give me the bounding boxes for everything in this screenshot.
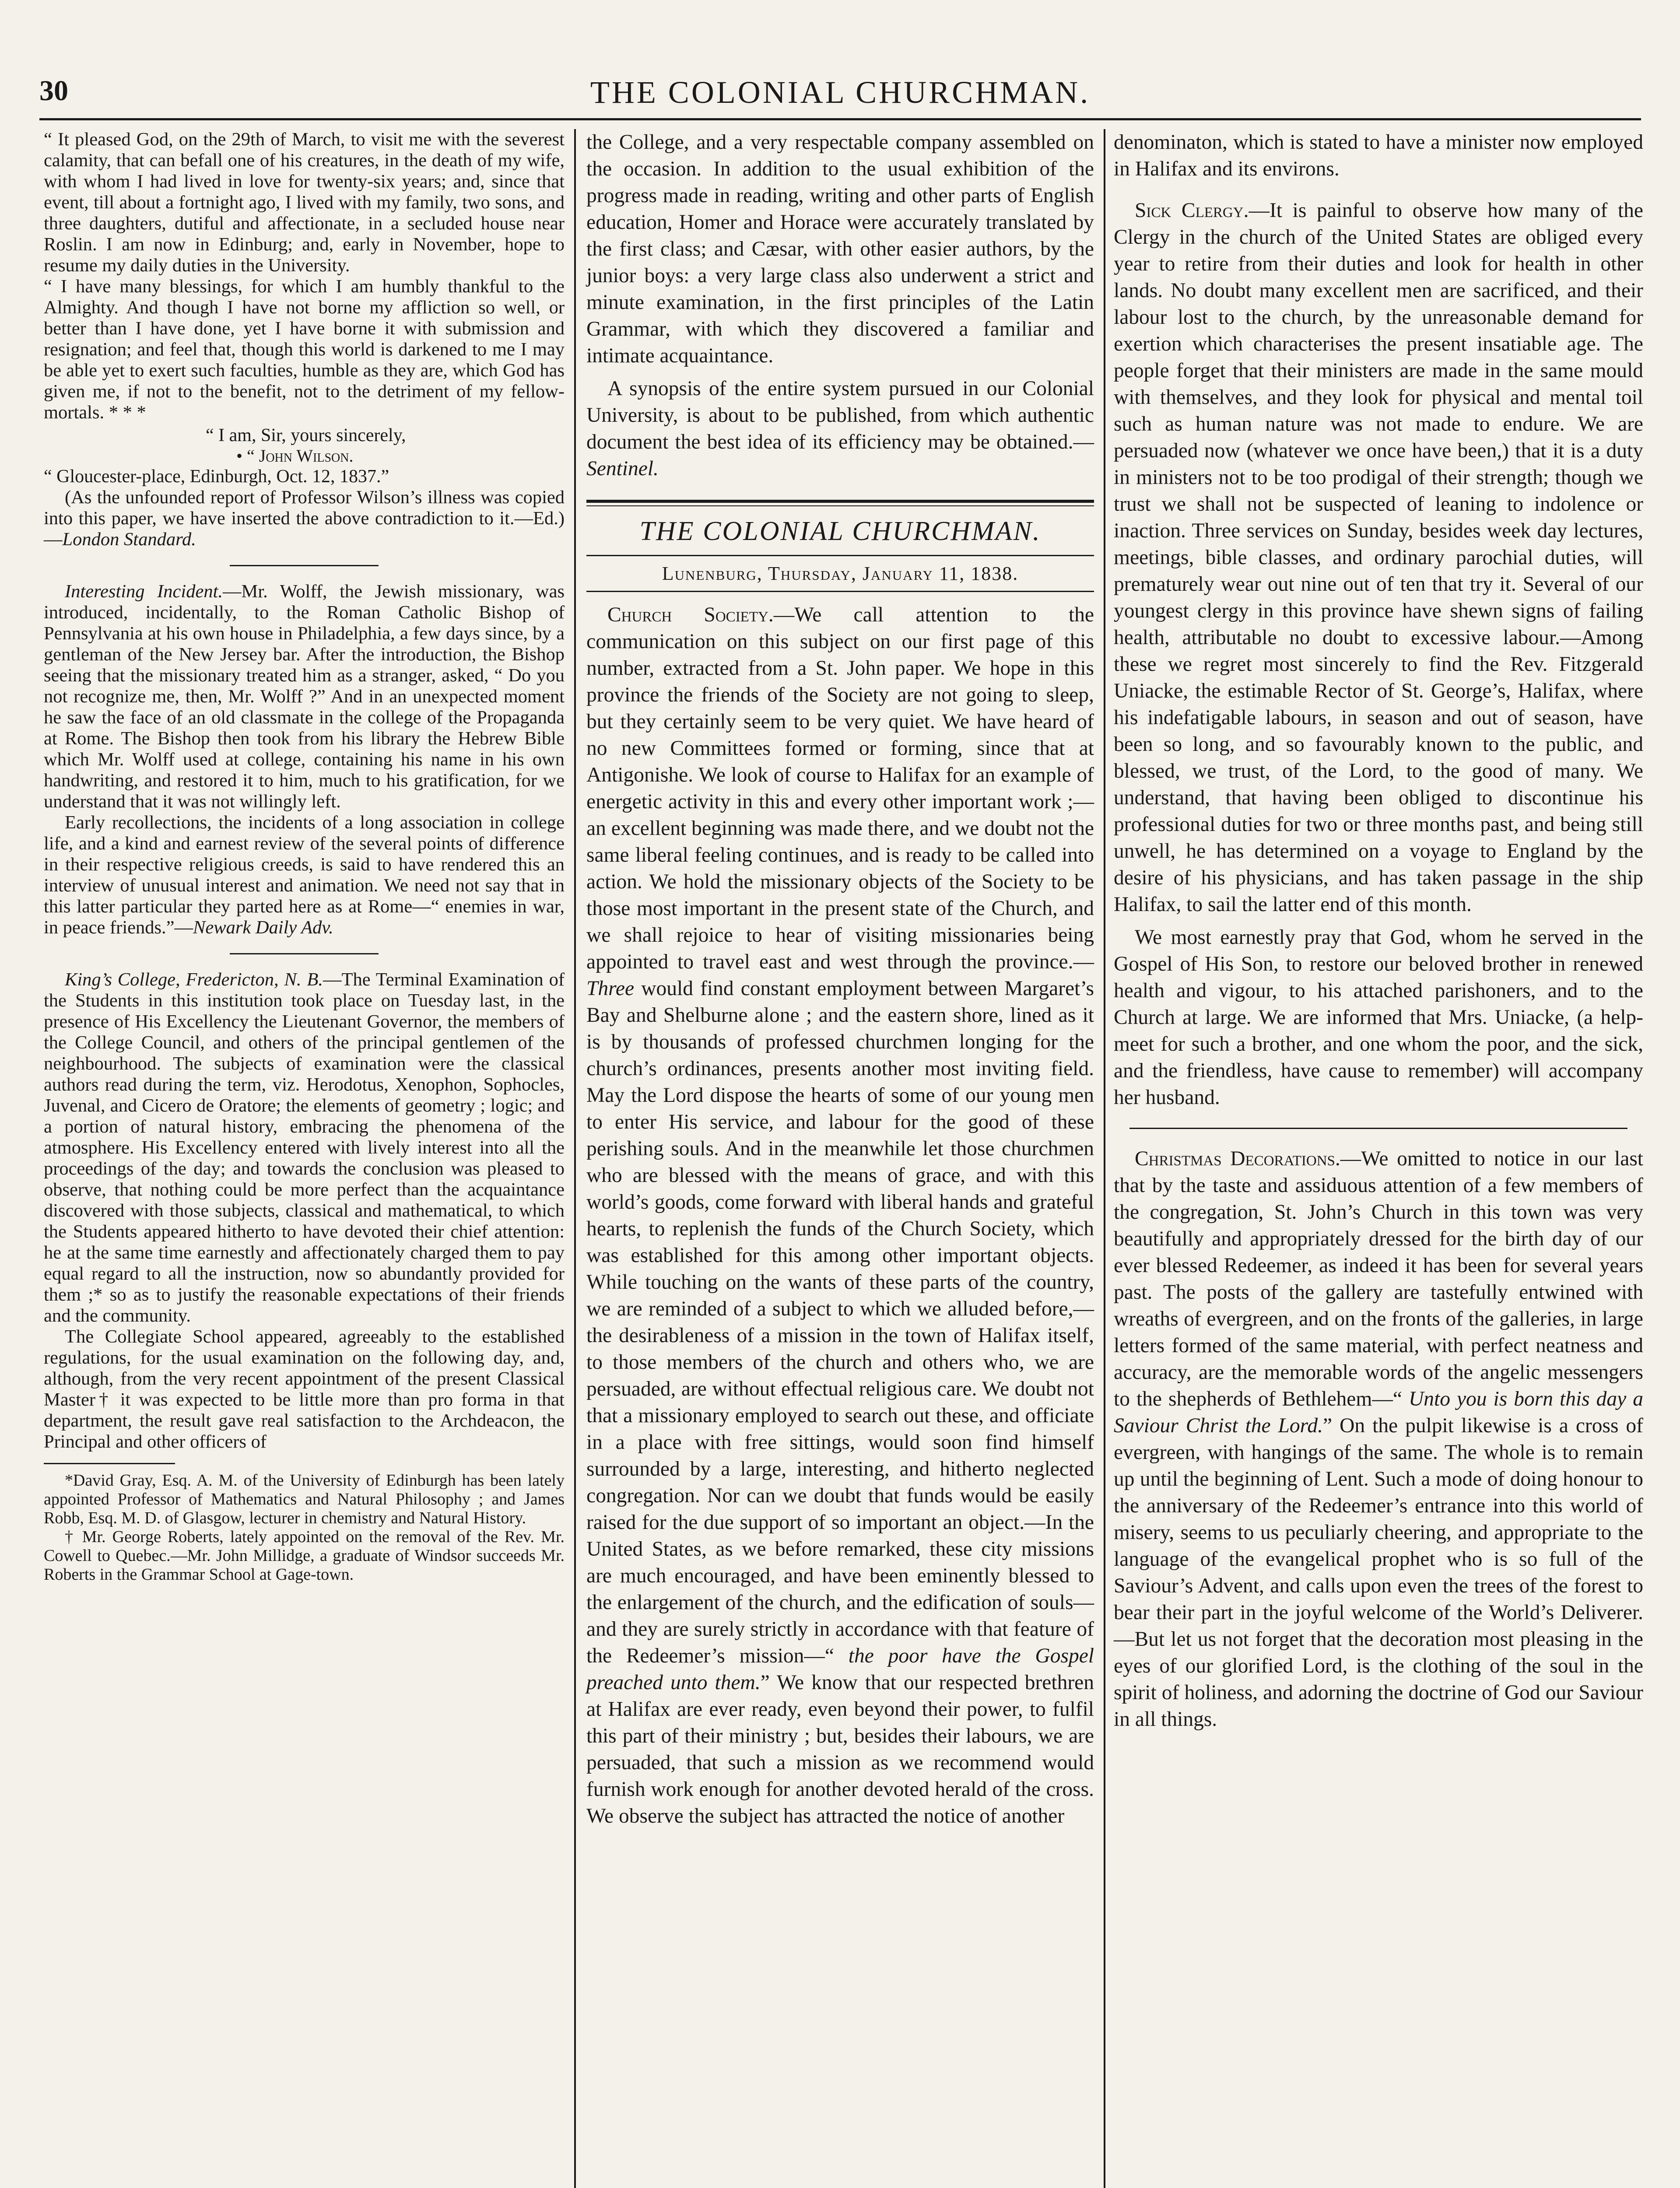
article-separator [230,953,379,954]
footnote-2: † Mr. George Roberts, lately appointed on the removal of the Rev. Mr. Cowell to Quebec.—Mr. John Millidge, a graduate of Windsor succeeds Mr. Roberts in the Grammar School at Gage-town. [44,1528,565,1584]
sick-clergy-text: —It is painful to observe how many of the Clergy in the church of the United States are obliged every year to retire from their duties and look for health in other lands. No doubt many excellent men are sacrificed, and their labour lost to the church, by the unreasonable demand for exertion which characterises the present insatiable age. The people forget that their ministers are made in the same mould with themselves, and they look for physical and mental toil such as human nature was not made to endure. We are persuaded now (whatever we once have been,) that it is a duty in ministers not to be too prodigal of their strength; though we trust we shall not be suspected of leaning to indolence or inaction. Three services on Sunday, besides week day lectures, meetings, bible classes, and ordinary parochial duties, will prematurely wear out nine out of ten that try it. Several of our youngest clergy in this province have shewn signs of failing health, attributable no doubt to excessive labour.—Among these we regret most sincerely to find the Rev. Fitzgerald Uniacke, the estimable Rector of St. George’s, Halifax, where his indefatigable labours, in season and out of season, have been so long, and so favourably known to the public, and blessed, we trust, of the Lord, to the good of many. We understand, that having been obliged to discontinue his professional duties for two or three months past, and being still unwell, he has determined on a voyage to England by the desire of his physicians, and has taken passage in the ship Halifax, to sail the latter end of this month. [1114,199,1643,916]
letter-address: “ Gloucester-place, Edinburgh, Oct. 12, 1837.” [44,466,389,487]
christmas-decorations-heading: Christmas Decorations. [1135,1147,1340,1170]
wolff-article-source: Newark Daily Adv. [193,917,333,938]
wilson-letter-p1: “ It pleased God, on the 29th of March, to visit me with the severest calamity, that can befall one of his creatures, in the death of my wife, with whom I had lived in love for twenty-six years; and, since that event, till about a fortnight ago, I lived with my family, two sons, and three daughters, dutiful and affectionate, in a secluded house near Roslin. I am now in Edinburg; and, early in November, hope to resume my daily duties in the University. [44,129,565,276]
church-society-text-a: —We call attention to the communication on this subject on our first page of this number, extracted from a St. John paper. We hope in this province the friends of the Society are not going to sleep, but they certainly seem to be very quiet. We have heard of no new Committees formed or forming, since that at Antigonishe. We look of course to Halifax for an example of energetic activity in this and every other important work ;—an excellent beginning was made there, and we doubt not the same liberal feeling continues, and is ready to be called into action. We hold the missionary objects of the Society to be those most important in the present state of the Church, and we shall rejoice to hear of visiting missionaries being appointed to travel east and west through the province.— [586,603,1094,973]
wilson-letter-p2: “ I have many blessings, for which I am humbly thankful to the Almighty. And though I have not borne my affliction so well, or better than I have done, yet I have borne it with submission and resignation; and feel that, though this world is darkened to me I may be able yet to exert such faculties, humble as they are, which God has given me, if not to the benefit, not to the detriment of my fellow-mortals. * * * [44,276,565,423]
editor-note-text: (As the unfounded report of Professor Wilson’s illness was copied into this paper, we have inserted the above contradiction to it.—Ed.)— [44,487,565,550]
wolff-article-p1 [44,581,565,812]
wolff-article-heading: Interesting Incident. [65,581,223,602]
sick-clergy-heading: Sick Clergy. [1135,199,1249,222]
church-society-three: Three [586,977,635,1000]
sick-clergy-article [1114,197,1643,918]
footnote-rule [44,1463,175,1464]
synopsis-source: Sentinel. [586,457,659,480]
kings-college-p1 [44,969,565,1326]
kings-college-text: —The Terminal Examination of the Students in this institution took place on Tuesday last, in the presence of His Excellency the Lieutenant Governor, the members of the College Council, and others of the principal gentlemen of the neighbourhood. The subjects of examination were the classical authors read during the term, viz. Herodotus, Xenophon, Sophocles, Juvenal, and Cicero de Oratore; the elements of geometry ; logic; and a portion of natural history, embracing the phenomena of the atmosphere. His Excellency entered with lively interest into all the proceedings of the day; and towards the conclusion was pleased to observe, that nothing could be more perfect than the acquaintance discovered with those subjects, classical and mathematical, to which the Students appeared hitherto to have devoted their chief attention: he at the same time earnestly and affectionately charged them to pay equal regard to all the instruction, now so abundantly provided for them ;* so as to justify the reasonable expectations of their friends and the community. [44,969,565,1326]
masthead-rule-thick [586,500,1094,503]
prayer-paragraph: We most earnestly pray that God, whom he served in the Gospel of His Son, to restore our beloved brother in renewed health and vigour, to his attached parishoners, and to the Church at large. We are informed that Mrs. Uniacke, (a help-meet for such a brother, and one whom the poor, and the sick, and the friendless, have cause to remember) will accompany her husband. [1114,926,1643,1109]
running-masthead: THE COLONIAL CHURCHMAN. [590,75,1091,110]
page-header [39,66,1641,118]
column-1 [44,129,565,1584]
christmas-decorations-article [1114,1146,1643,1733]
church-society-text-c: ” We know that our respected brethren at Halifax are ever ready, even beyond their power, to fulfil this part of their ministry ; but, besides their labours, we are persuaded, that such a mission as we recommend would furnish work enough for another devoted herald of the cross. We observe the subject has attracted the notice of another [586,1671,1094,1827]
column-rule-2 [1104,129,1105,2188]
page-number: 30 [39,75,68,107]
christmas-decorations-quote: Unto you is born this day a Saviour Christ the Lord. [1114,1388,1643,1437]
article-separator [230,565,379,566]
church-society-quote: the poor have the Gospel preached unto them. [586,1645,1094,1694]
column-3 [1114,129,1643,1733]
church-society-heading: Church Society. [607,603,774,626]
column-rule-1 [574,129,576,2188]
christmas-decorations-text-a: —We omitted to notice in our last that by the taste and assiduous attention of a few members of the congregation, St. John’s Church in this town was very beautifully and appropriately dressed for the birth day of our ever blessed Redeemer, as indeed it has been for several years past. The posts of the gallery are tastefully entwined with wreaths of evergreen, and on the fronts of the galleries, in large letters formed of the same material, with perfect neatness and accuracy, are the memorable words of the angelic messengers to the shepherds of Bethlehem—“ [1114,1147,1644,1410]
christmas-decorations-text-b: ” On the pulpit likewise is a cross of evergreen, with hangings of the same. The whole is to remain up until the beginning of Lent. Such a mode of doing honour to the anniversary of the Redeemer’s entrance into this world of misery, seems to us peculiarly cheering, and appropriate to the language of the evangelical prophet who is so full of the Saviour’s Advent, and calls upon even the trees of the forest to bear their part in the joyful welcome of the World’s Deliverer.—But let us not forget that the decoration most pleasing in the eyes of our glorified Lord, is the clothing of the soul in the spirit of holiness, and adorning the doctrine of God our Saviour in all things. [1114,1414,1643,1731]
wolff-article-text-2: Early recollections, the incidents of a long association in college life, and a kind and earnest review of the several points of difference in their respective religious creeds, is said to have rendered this an interview of unusual interest and animation. We need not say that in this latter particular they parted here as at Rome—“ enemies in war, in peace friends.”— [44,812,565,938]
masthead-rule-thin [586,505,1094,506]
synopsis-text: A synopsis of the entire system pursued in our Colonial University, is about to be published, from which authentic document the best idea of its efficiency may be obtained.— [586,377,1094,453]
church-society-article [586,602,1094,1830]
editor-note-source: London Standard. [62,529,196,550]
wolff-article-text: —Mr. Wolff, the Jewish missionary, was introduced, incidentally, to the Roman Catholic Bishop of Pennsylvania at his own house in Philadelphia, a few days since, by a gentleman of the New Jersey bar. After the introduction, the Bishop seeing that the missionary treated him as a stranger, asked, “ Do you not recognize me, then, Mr. Wolff ?” And in an unexpected moment he saw the face of an old classmate in the college of the Propaganda at Rome. The Bishop then took from his library the Hebrew Bible which Mr. Wolff used at college, containing his name in his own handwriting, and restored it to him, much to his gratification, for we understand that it was not willingly left. [44,581,565,812]
dateline: Lunenburg, Thursday, January 11, 1838. [586,555,1094,592]
church-society-continued: denominaton, which is stated to have a minister now employed in Halifax and its environs. [1114,131,1643,180]
church-society-text-b: would find constant employment between Margaret’s Bay and Shelburne alone ; and the eastern shore, lined as it is by thousands of professed churchmen longing for the church’s ordinances, presents another most inviting field. May the Lord dispose the hearts of some of our young men to enter His service, and labour for the good of these perishing souls. And in the meanwhile let those churchmen who are blessed with the means of grace, and with this world’s goods, come forward with liberal hands and grateful hearts, to replenish the funds of the Church Society, which was established for this among other important objects. While touching on the wants of these parts of the country, we are reminded of a subject to which we alluded before,—the desirableness of a mission in the town of Halifax itself, to those members of the church and others who, we are persuaded, are without effectual religious care. We doubt not that a missionary employed to search out these, and officiate in a place with free sittings, would soon find himself surrounded by a large, interesting, and hitherto neglected congregation. Nor can we doubt that funds would be easily raised for the due support of so important an object.—In the United States, as we before remarked, these city missions are much encouraged, and have been eminently blessed to the enlargement of the church, and the edification of souls—and they are surely strictly in accordance with that feature of the Redeemer’s mission—“ [586,977,1094,1667]
footnote-1: *David Gray, Esq. A. M. of the University of Edinburgh has been lately appointed Professor of Mathematics and Natural Philosophy ; and James Robb, Esq. M. D. of Glasgow, lecturer in chemistry and Natural History. [44,1471,565,1527]
column-2 [586,129,1094,1830]
kings-college-heading: King’s College, Fredericton, N. B. [65,969,323,990]
kings-college-p2: The Collegiate School appeared, agreeably to the established regulations, for the usual examination on the following day, and, although, from the very recent appointment of the present Classical Master† it was expected to be little more than pro forma in that department, the result gave real satisfaction to the Archdeacon, the Principal and other officers of [44,1326,565,1452]
editorial-masthead [586,500,1094,592]
kings-college-continued: the College, and a very respectable company assembled on the occasion. In addition to the usual exhibition of the progress made in reading, writing and other parts of English education, Homer and Horace were accurately translated by the first class; and Cæsar, with other easier authors, by the junior boys: a very large class also underwent a strict and minute examination, in the first principles of the Latin Grammar, with which they discovered a familiar and intimate acquaintance. [586,131,1094,367]
wolff-article-p2 [44,812,565,938]
letter-closing: “ I am, Sir, yours sincerely, [206,425,406,445]
editorial-title: THE COLONIAL CHURCHMAN. [639,516,1041,546]
synopsis-paragraph [586,375,1094,482]
header-rule [39,118,1641,120]
article-separator [1129,1128,1627,1129]
letter-signature: • “ John Wilson. [236,446,354,466]
editor-note [44,487,565,550]
